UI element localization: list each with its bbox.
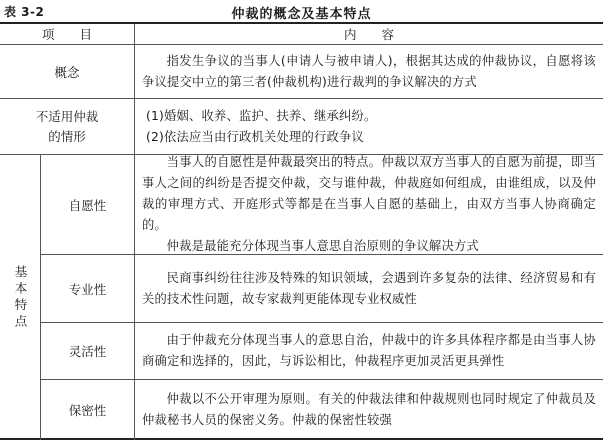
table-caption: [0, 0, 603, 22]
flexibility-content-cell: [142, 323, 596, 379]
basic-features-label: 基本特点: [13, 264, 28, 331]
confidentiality-label-cell: [41, 380, 134, 440]
features-table: [0, 22, 603, 440]
concept-label-cell: [0, 45, 134, 98]
concept-text: 指发生争议的当事人(申请人与被申请人)，根据其达成的仲裁协议，自愿将该争议提交中立的第三者(仲裁机构)进行裁判的争议解决的方式: [142, 53, 596, 89]
confidentiality-content-cell: [142, 380, 596, 440]
header-content-cell: [135, 24, 603, 44]
header-item-label: 项 目: [41, 27, 92, 42]
basic-features-label-cell: [0, 155, 40, 440]
concept-label: 概念: [54, 64, 80, 80]
professional-text: 民商事纠纷往往涉及特殊的知识领域，会遇到许多复杂的法律、经济贸易和有关的技术性问题，故专家裁判更能体现专业权威性: [142, 270, 596, 306]
not-applicable-label-line1: 不适用仲裁: [35, 108, 99, 124]
column-divider: [134, 24, 135, 440]
concept-content-cell: [142, 45, 596, 98]
header-item-cell: [0, 24, 134, 44]
flexibility-label-cell: [41, 323, 134, 379]
not-applicable-item-1: (1)婚姻、收养、监护、扶养、继承纠纷。: [146, 108, 377, 123]
voluntary-paragraph-1: 当事人的自愿性是仲裁最突出的特点。仲裁以双方当事人的自愿为前提，即当事人之间的纠纷是否提交仲裁，交与谁仲裁，仲裁庭如何组成，由谁组成，以及仲裁的审理方式、开庭形式等都是在当事人自愿的基础上，由双方当事人协商确定的。: [142, 155, 596, 232]
voluntary-label: 自愿性: [68, 197, 107, 213]
flexibility-text: 由于仲裁充分体现当事人的意思自治，仲裁中的许多具体程序都是由当事人协商确定和选择的，因此，与诉讼相比，仲裁程序更加灵活更具弹性: [142, 333, 596, 368]
not-applicable-label-cell: [0, 99, 134, 154]
confidentiality-label: 保密性: [68, 403, 107, 418]
voluntary-content-cell: [142, 155, 596, 254]
table-title: 仲裁的概念及基本特点: [231, 7, 372, 22]
voluntary-label-cell: [41, 155, 134, 254]
table-number: 表 3-2: [4, 5, 45, 19]
not-applicable-item-2: (2)依法应当由行政机关处理的行政争议: [146, 129, 364, 144]
professional-label: 专业性: [68, 281, 107, 297]
professional-label-cell: [41, 255, 134, 322]
flexibility-label: 灵活性: [68, 344, 107, 359]
voluntary-paragraph-2: 仲裁是最能充分体现当事人意思自治原则的争议解决方式: [166, 239, 480, 253]
header-content-label: 内 容: [343, 27, 394, 42]
confidentiality-text: 仲裁以不公开审理为原则。有关的仲裁法律和仲裁规则也同时规定了仲裁员及仲裁秘书人员的保密义务。仲裁的保密性较强: [142, 392, 596, 427]
not-applicable-label-line2: 的情形: [48, 128, 86, 144]
professional-content-cell: [142, 255, 596, 322]
not-applicable-content-cell: [146, 99, 596, 154]
